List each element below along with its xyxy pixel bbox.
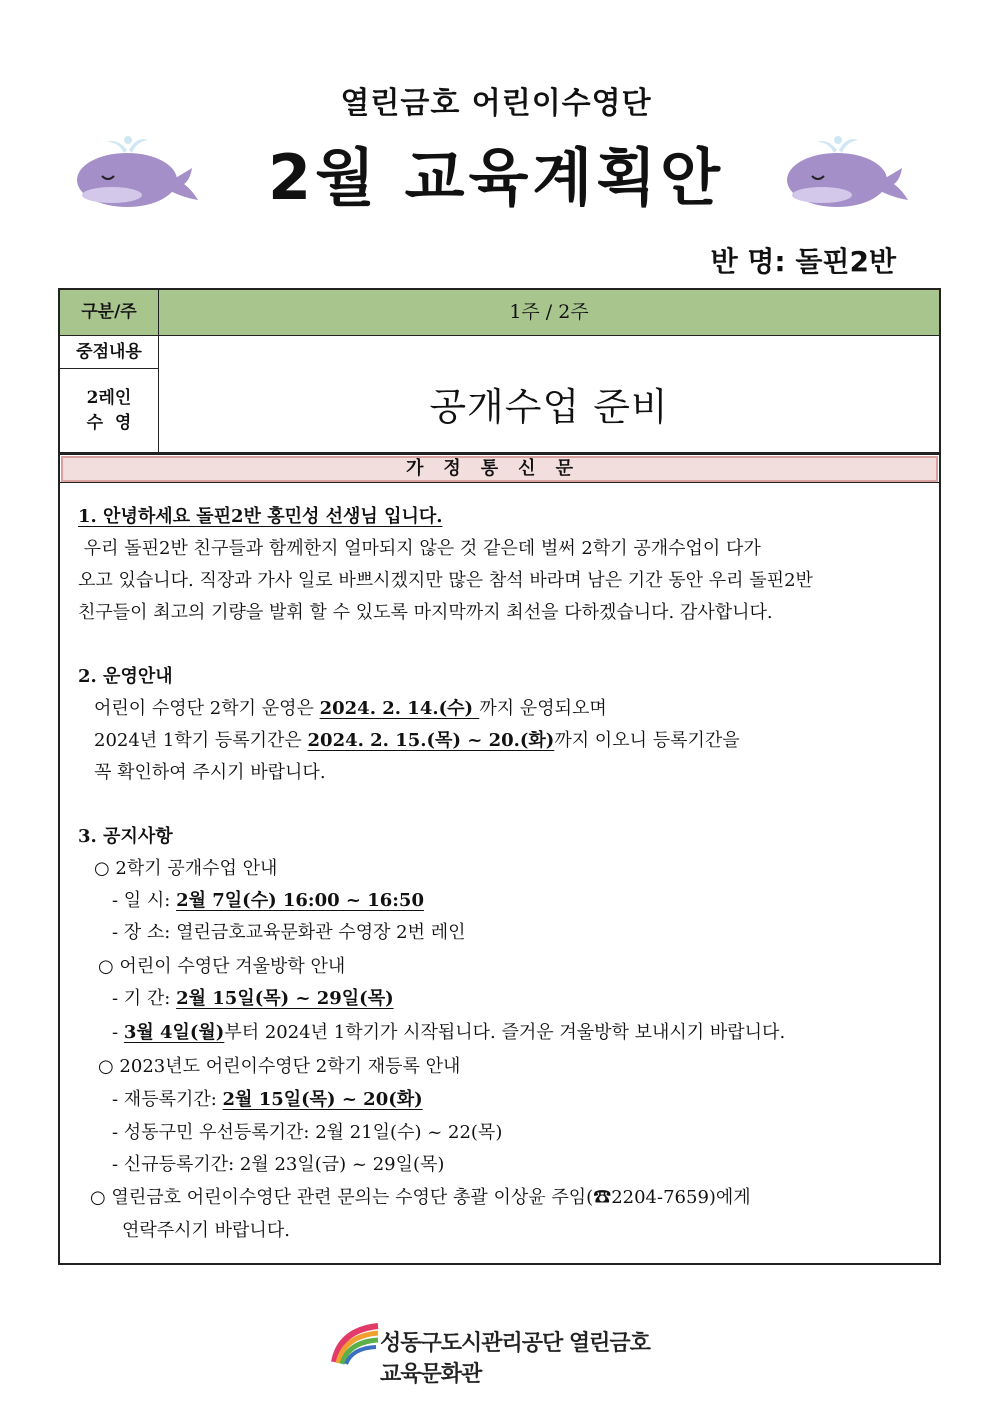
- section1-title: 1. 안녕하세요 돌핀2반 홍민성 선생님 입니다.: [78, 506, 443, 527]
- section2-line1: [94, 697, 607, 721]
- notice1-date: [112, 889, 424, 913]
- text: - 기 간:: [112, 988, 177, 1009]
- label-gubun: 구분/주: [60, 290, 159, 335]
- notice2: ○ 어린이 수영단 겨울방학 안내: [98, 956, 346, 977]
- text: 까지 이오니 등록기간을: [554, 730, 740, 751]
- text: - 재등록기간:: [112, 1089, 223, 1110]
- divider: [60, 482, 939, 483]
- notice1-place: - 장 소: 열린금호교육문화관 수영장 2번 레인: [112, 922, 466, 943]
- main-title: 2월 교육계획안: [267, 141, 725, 214]
- notice3-priority: - 성동구민 우선등록기간: 2월 21일(수) ~ 22(목): [112, 1122, 503, 1143]
- label-lane-line1: 2레인: [86, 387, 132, 408]
- section1-line2: 오고 있습니다. 직장과 가사 일로 바쁘시겠지만 많은 참석 바라며 남은 기간 동안 우리 돌핀2반: [78, 570, 813, 591]
- footer: [330, 1318, 670, 1387]
- section3-title: 3. 공지사항: [78, 826, 173, 847]
- notice4-line2: 연락주시기 바랍니다.: [122, 1220, 290, 1241]
- text: - 일 시:: [112, 890, 177, 911]
- section1-line1: 우리 돌핀2반 친구들과 함께한지 얼마되지 않은 것 같은데 벌써 2학기 공개수업이 다가: [78, 538, 761, 559]
- whale-icon: [782, 128, 912, 213]
- notice4-line1: ○ 열린금호 어린이수영단 관련 문의는 수영단 총괄 이상윤 주임(☎2204-7659)에게: [90, 1187, 751, 1208]
- notice2-start: [112, 1021, 785, 1045]
- notice2-period: [112, 987, 394, 1011]
- label-focus: 중점내용: [60, 336, 159, 369]
- label-lane-line2: 수 영: [86, 412, 132, 433]
- focus-content-cell: [159, 336, 939, 452]
- week-label: 1주 / 2주: [509, 301, 589, 323]
- text: 부터 2024년 1학기가 시작됩니다. 즐거운 겨울방학 보내시기 바랍니다.: [224, 1022, 786, 1043]
- semester-start: 3월 4일(월): [123, 1022, 225, 1043]
- section1-line3: 친구들이 최고의 기량을 발휘 할 수 있도록 마지막까지 최선을 다하겠습니다. 감사합니다.: [78, 602, 773, 623]
- section2-title: 2. 운영안내: [78, 666, 173, 687]
- notice3-new: - 신규등록기간: 2월 23일(금) ~ 29일(목): [112, 1154, 445, 1175]
- section2-line2: [94, 729, 740, 753]
- notice3: ○ 2023년도 어린이수영단 2학기 재등록 안내: [98, 1056, 461, 1077]
- notice3-reregister: [112, 1088, 423, 1112]
- text: -: [112, 1022, 124, 1043]
- registration-period: 2024. 2. 15.(목) ~ 20.(화): [307, 730, 555, 751]
- class-name: 반 명: 돌핀2반: [710, 245, 896, 278]
- rainbow-logo-icon: [330, 1320, 382, 1366]
- newsletter-box: [58, 453, 941, 1265]
- open-class-date: 2월 7일(수) 16:00 ~ 16:50: [176, 890, 424, 911]
- notice1: ○ 2학기 공개수업 안내: [94, 858, 278, 879]
- focus-text: 공개수업 준비: [429, 385, 669, 429]
- text: 어린이 수영단 2학기 운영은: [94, 698, 320, 719]
- plan-table: [58, 288, 941, 454]
- newsletter-header: 가정통신문: [61, 456, 938, 482]
- label-lane: [60, 369, 159, 452]
- text: 까지 운영되오며: [479, 698, 607, 719]
- reregister-period: 2월 15일(목) ~ 20(화): [222, 1089, 423, 1110]
- vacation-period: 2월 15일(목) ~ 29일(목): [176, 988, 394, 1009]
- text: 2024년 1학기 등록기간은: [94, 730, 308, 751]
- end-date: 2024. 2. 14.(수): [319, 698, 480, 719]
- footer-org-text: 성동구도시관리공단 열린금호교육문화관: [380, 1331, 650, 1387]
- section2-line3: 꼭 확인하여 주시기 바랍니다.: [94, 762, 326, 783]
- org-title: 열린금호 어린이수영단: [340, 86, 652, 121]
